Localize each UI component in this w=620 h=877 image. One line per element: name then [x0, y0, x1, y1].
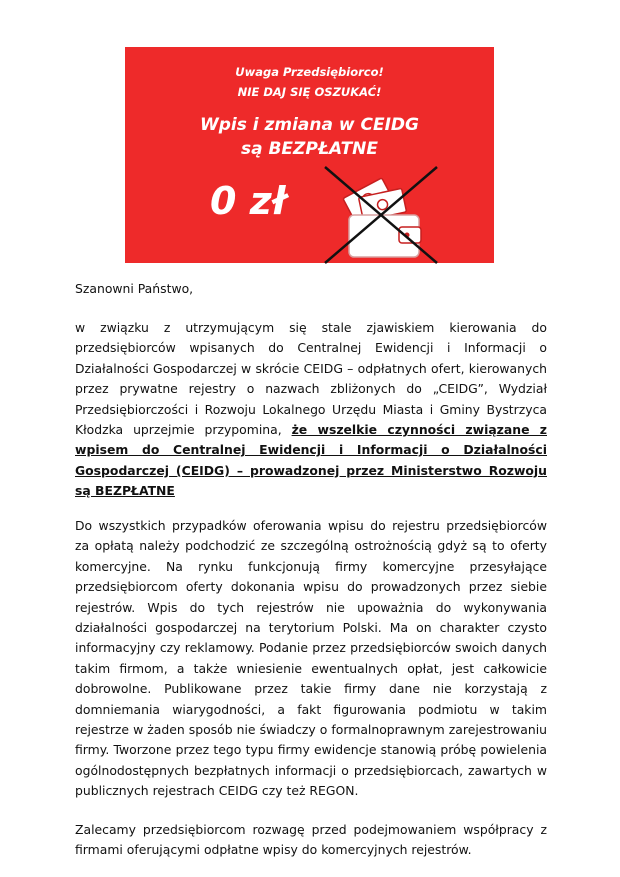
paragraph-1-emphasis: że wszelkie czynności związane z wpisem do Centralnej Ewidencji i Informacji o Działalności Gospodarczej (CEIDG) – prowadzonej przez Ministerstwo Rozwoju są BEZPŁATNE [75, 422, 547, 499]
banner-price: 0 zł [210, 179, 287, 223]
banner-alert-line: NIE DAJ SIĘ OSZUKAĆ! [237, 85, 382, 99]
letter-paragraph-1 [75, 318, 547, 502]
banner-subheadline: są BEZPŁATNE [240, 139, 379, 159]
paragraph-1-text: w związku z utrzymującym się stale zjawiskiem kierowania do przedsiębiorców wpisanych do Centralnej Ewidencji i Informacji o Działalności Gospodarczej w skrócie CEIDG – odpłatnych ofert, kierowanych przez prywatne rejestry o nazwach zbliżonych do „CEIDG”, Wydział Przedsiębiorczości i Rozwoju Lokalnego Urzędu Miasta i Gminy Bystrzyca Kłodzka uprzejmie przypomina, [75, 320, 547, 438]
crossed-wallet-icon [321, 165, 441, 265]
warning-banner [125, 47, 494, 263]
banner-warning-line: Uwaga Przedsiębiorco! [235, 65, 384, 79]
letter-paragraph-2: Do wszystkich przypadków oferowania wpisu do rejestru przedsiębiorców za opłatą należy podchodzić ze szczególną ostrożnością gdyż są to oferty komercyjne. Na rynku funkcjonują firmy komercyjne przesyłające przedsiębiorcom oferty dokonania wpisu do prowadzonych przez siebie rejestrów. Wpis do tych rejestrów nie upoważnia do wykonywania działalności gospodarczej na terytorium Polski. Ma on charakter czysto informacyjny czy reklamowy. Podanie przez przedsiębiorców swoich danych takim firmom, a także wniesienie ewentualnych opłat, jest całkowicie dobrowolne. Publikowane przez takie firmy dane nie korzystają z domniemania wiarygodności, a fakt figurowania podmiotu w takim rejestrze w żaden sposób nie świadczy o formalnoprawnym zarejestrowaniu firmy. Tworzone przez tego typu firmy ewidencje stanowią próbę powielenia ogólnodostępnych bezpłatnych informacji o przedsiębiorcach, zawartych w publicznych rejestrach CEIDG czy też REGON. [75, 518, 547, 799]
banner-headline: Wpis i zmiana w CEIDG [199, 115, 420, 135]
letter-paragraph-3: Zalecamy przedsiębiorcom rozwagę przed podejmowaniem współpracy z firmami oferującymi odpłatne wpisy do komercyjnych rejestrów. [75, 822, 547, 858]
letter-greeting: Szanowni Państwo, [75, 281, 194, 296]
